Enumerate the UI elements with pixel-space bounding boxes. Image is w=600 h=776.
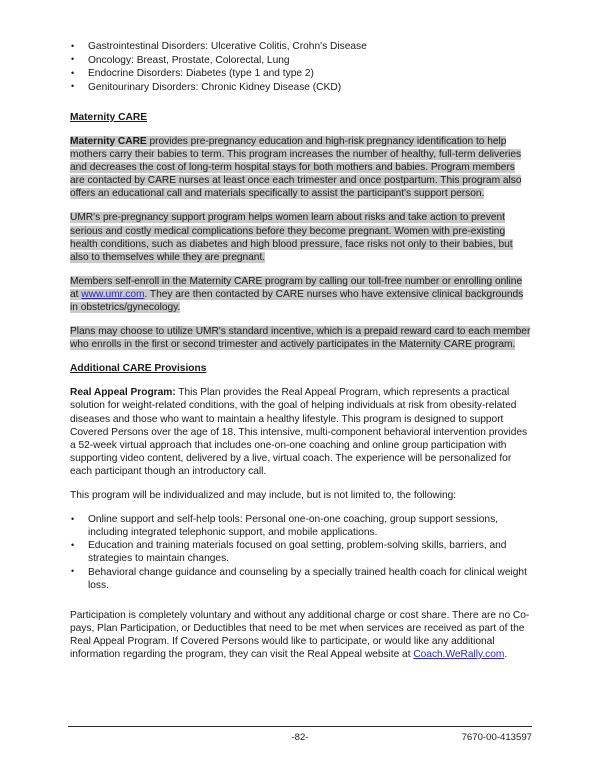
- umr-website-link[interactable]: www.umr.com: [81, 288, 145, 300]
- maternity-paragraph-3: [70, 275, 532, 314]
- footer-row: [68, 731, 532, 745]
- program-feature-bullet-list: [70, 513, 532, 592]
- real-appeal-program-lead: Real Appeal Program:: [70, 387, 176, 399]
- footer-form-code: 7670-00-413597: [461, 732, 532, 743]
- real-appeal-website-link[interactable]: Coach.WeRally.com: [413, 648, 505, 660]
- condition-bullet-list: [70, 40, 532, 94]
- page-footer: [68, 726, 532, 745]
- list-item-text: Gastrointestinal Disorders: Ulcerative Colitis, Crohn's Disease: [88, 41, 367, 52]
- list-item: [70, 539, 532, 565]
- footer-divider: [68, 726, 532, 727]
- list-item-text: Online support and self-help tools: Personal one-on-one coaching, group support sessions, including integrated telephonic support, and mobile applications.: [88, 514, 499, 539]
- page-content: [70, 40, 532, 672]
- real-appeal-program-body: This Plan provides the Real Appeal Program, which represents a practical solution for weight-related conditions, with the goal of helping individuals at risk from obesity-related diseases and those who want to maintain a healthy lifestyle. This program is designed to support Covered Persons over the age of 18. This intensive, multi-component behavioral intervention provides a 52-week virtual approach that includes one-on-one coaching and online group participation with supporting video content, delivered by a live, virtual coach. The experience will be personalized for each participant though an introductory call.: [70, 387, 528, 477]
- section-heading-additional-care-provisions: [70, 362, 532, 375]
- maternity-paragraph-1-lead: Maternity CARE: [70, 135, 147, 147]
- list-item: [70, 513, 532, 539]
- list-item: [70, 40, 532, 53]
- list-item-text: Genitourinary Disorders: Chronic Kidney Disease (CKD): [88, 81, 342, 93]
- list-item-text: Endocrine Disorders: Diabetes (type 1 and type 2): [88, 68, 314, 80]
- real-appeal-paragraph: [70, 386, 532, 478]
- footer-page-number: -82-: [291, 732, 309, 743]
- maternity-paragraph-3-after-link: . They are then contacted by CARE nurses who have extensive clinical backgrounds in obstetrics/gynecology.: [70, 288, 524, 313]
- section-heading-text: Additional CARE Provisions: [70, 363, 207, 375]
- participation-closing-paragraph: [70, 609, 532, 661]
- list-item-text: Behavioral change guidance and counseling by a specially trained health coach for clinical weight loss.: [88, 566, 527, 591]
- section-heading-text: Maternity CARE: [70, 111, 147, 123]
- section-heading-maternity-care: [70, 111, 532, 124]
- maternity-paragraph-1: [70, 135, 532, 200]
- maternity-paragraph-4: [70, 325, 532, 351]
- list-item-text: Education and training materials focused on goal setting, problem-solving skills, barriers, and strategies to maintain changes.: [88, 540, 507, 565]
- list-item: [70, 67, 532, 80]
- closing-before-link: Participation is completely voluntary and without any additional charge or cost share. There are no Co-pays, Plan Participation, or Deductibles that need to be met when services are received as part of the Real Appeal Program. If Covered Persons would like to participate, or would like any additional information regarding the program, they can visit the Real Appeal website at: [70, 609, 530, 660]
- maternity-paragraph-2: [70, 211, 532, 263]
- list-item: [70, 566, 532, 592]
- maternity-paragraph-4-text: Plans may choose to utilize UMR's standard incentive, which is a prepaid reward card to each member who enrolls in the first or second trimester and actively participates in the Maternity CARE program.: [70, 326, 531, 351]
- maternity-paragraph-1-body: provides pre-pregnancy education and high-risk pregnancy identification to help mothers carry their babies to term. This program increases the number of healthy, full-term deliveries and decreases the cost of long-term hospital stays for both mothers and babies. Program members are contacted by CARE nurses at least once each trimester and once postpartum. This program also offers an educational call and materials specifically to assist the participant's support person.: [70, 135, 522, 200]
- closing-after-link: .: [504, 648, 508, 660]
- maternity-paragraph-2-text: UMR's pre-pregnancy support program helps women learn about risks and take action to prevent serious and costly medical complications before they become pregnant. Women with pre-existing health conditions, such as diabetes and high blood pressure, face risks not only to their babies, but also to themselves while they are pregnant.: [70, 212, 513, 263]
- list-item-text: Oncology: Breast, Prostate, Colorectal, Lung: [88, 54, 290, 66]
- maternity-paragraph-3-before-link: Members self-enroll in the Maternity CARE program by calling our toll-free number or enrolling online at: [70, 275, 523, 300]
- list-item: [70, 54, 532, 67]
- list-item: [70, 81, 532, 94]
- program-intro-line: This program will be individualized and may include, but is not limited to, the following:: [70, 490, 457, 502]
